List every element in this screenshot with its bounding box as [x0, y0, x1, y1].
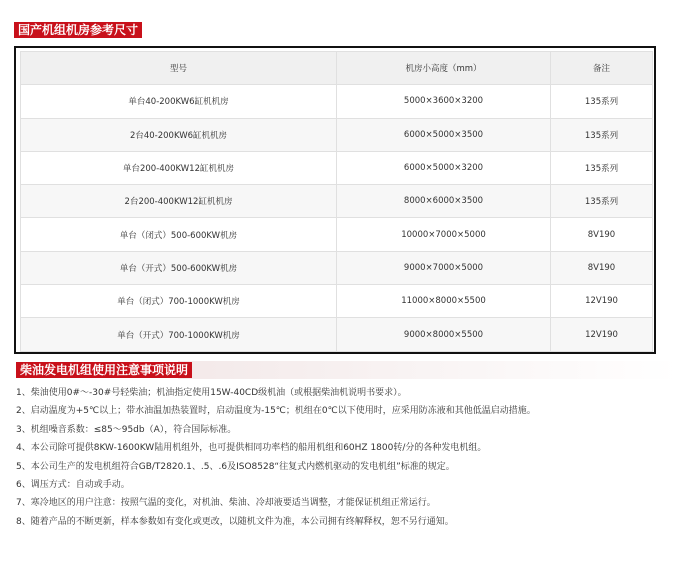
list-item: 2、启动温度为+5℃以上；带水油温加热装置时，启动温度为-15℃；机组在0℃以下使用时，应采用防冻液和其他低温启动措施。 [16, 406, 536, 417]
list-item: 7、寒冷地区的用户注意：按照气温的变化，对机油、柴油、冷却液要适当调整，才能保证机组正常运行。 [16, 498, 436, 509]
cell-model: 2台40-200KW6缸机机房 [21, 118, 337, 151]
header-model: 型号 [21, 52, 337, 85]
list-item: 8、随着产品的不断更新，样本参数如有变化或更改，以随机文件为准，本公司拥有终解释权，恕不另行通知。 [16, 516, 454, 527]
section-title-room-sizes: 国产机组机房参考尺寸 [14, 22, 142, 38]
cell-size: 5000×3600×3200 [337, 85, 551, 118]
table-header-row [21, 52, 653, 85]
table-row [21, 151, 653, 184]
cell-remark: 135系列 [551, 185, 653, 218]
cell-size: 10000×7000×5000 [337, 218, 551, 251]
cell-remark: 12V190 [551, 318, 653, 351]
table-row [21, 285, 653, 318]
section-title-usage-notes: 柴油发电机组使用注意事项说明 [16, 362, 192, 378]
header-remarks: 备注 [551, 52, 653, 85]
table-row [21, 318, 653, 351]
cell-size: 9000×7000×5000 [337, 251, 551, 284]
cell-size: 6000×5000×3200 [337, 151, 551, 184]
cell-size: 8000×6000×3500 [337, 185, 551, 218]
cell-remark: 135系列 [551, 151, 653, 184]
cell-remark: 12V190 [551, 285, 653, 318]
cell-remark: 135系列 [551, 118, 653, 151]
cell-remark: 8V190 [551, 251, 653, 284]
cell-model: 单台40-200KW6缸机机房 [21, 85, 337, 118]
cell-model: 单台（闭式）500-600KW机房 [21, 218, 337, 251]
section-title-underlay [178, 361, 678, 379]
table-row [21, 85, 653, 118]
cell-model: 单台200-400KW12缸机机房 [21, 151, 337, 184]
cell-size: 11000×8000×5500 [337, 285, 551, 318]
room-size-table-frame [14, 46, 656, 354]
list-item: 1、柴油使用0#～-30#号轻柴油；机油指定使用15W-40CD级机油（或根据柴油机说明书要求）。 [16, 388, 407, 398]
table-row [21, 185, 653, 218]
cell-model: 单台（开式）700-1000KW机房 [21, 318, 337, 351]
cell-size: 6000×5000×3500 [337, 118, 551, 151]
room-size-table [20, 51, 653, 352]
list-item: 6、调压方式：自动或手动。 [16, 480, 130, 491]
header-min-height: 机房小高度（mm） [337, 52, 551, 85]
cell-model: 2台200-400KW12缸机机房 [21, 185, 337, 218]
list-item: 4、本公司除可提供8KW-1600KW陆用机组外，也可提供相同功率档的船用机组和60HZ 1800转/分的各种发电机组。 [16, 443, 487, 454]
table-row [21, 218, 653, 251]
table-row [21, 251, 653, 284]
usage-notes-list [16, 384, 676, 531]
list-item: 3、机组噪音系数：≤85～95db（A），符合国际标准。 [16, 424, 237, 435]
table-row [21, 118, 653, 151]
cell-remark: 135系列 [551, 85, 653, 118]
cell-size: 9000×8000×5500 [337, 318, 551, 351]
cell-model: 单台（闭式）700-1000KW机房 [21, 285, 337, 318]
list-item: 5、本公司生产的发电机组符合GB/T2820.1、.5、.6及ISO8528“往复式内燃机驱动的发电机组”标准的规定。 [16, 461, 455, 472]
cell-model: 单台（开式）500-600KW机房 [21, 251, 337, 284]
cell-remark: 8V190 [551, 218, 653, 251]
